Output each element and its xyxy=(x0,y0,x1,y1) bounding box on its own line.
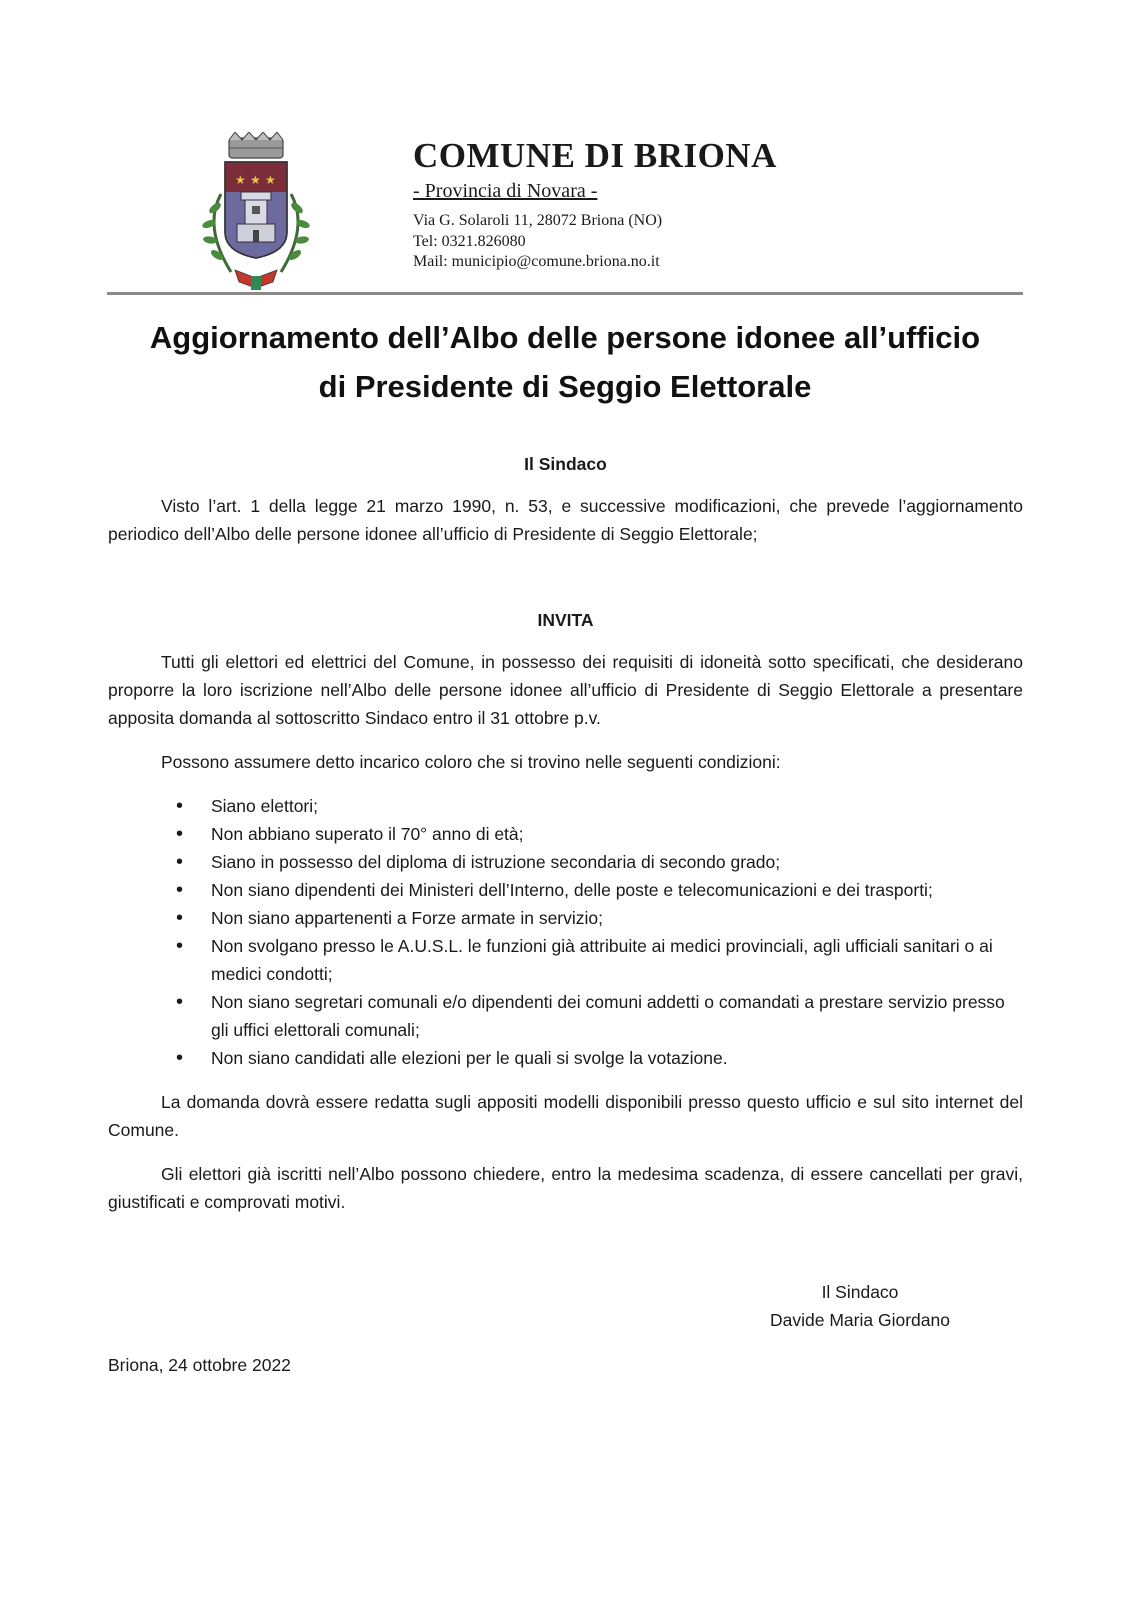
list-item: • Non abbiano superato il 70° anno di età; xyxy=(108,820,1023,848)
municipality-name: COMUNE DI BRIONA xyxy=(413,136,777,175)
svg-text:★: ★ xyxy=(250,173,261,187)
list-item: • Non svolgano presso le A.U.S.L. le funzioni già attribuite ai medici provinciali, agli ufficiali sanitari o ai medici condotti; xyxy=(108,932,1023,988)
letterhead xyxy=(413,130,1013,273)
svg-text:★: ★ xyxy=(235,173,246,187)
list-item: • Siano elettori; xyxy=(108,792,1023,820)
signature-name: Davide Maria Giordano xyxy=(770,1310,950,1330)
cancellazione-paragraph: Gli elettori già iscritti nell’Albo possono chiedere, entro la medesima scadenza, di essere cancellati per gravi, giustificati e comprovati motivi. xyxy=(108,1164,1023,1212)
svg-text:★: ★ xyxy=(265,173,276,187)
invita-heading: INVITA xyxy=(537,610,594,630)
contact-block xyxy=(413,211,1013,273)
address-line: Via G. Solaroli 11, 28072 Briona (NO) xyxy=(413,212,663,229)
visto-paragraph: Visto l’art. 1 della legge 21 marzo 1990, n. 53, e successive modificazioni, che prevede l’aggiornamento periodico dell’Albo delle persone idonee all’ufficio di Presidente di Seggio Elettorale; xyxy=(108,496,1023,544)
municipal-coat-of-arms-icon xyxy=(195,132,317,292)
document-body xyxy=(108,450,1023,1216)
list-item: • Siano in possesso del diploma di istruzione secondaria di secondo grado; xyxy=(108,848,1023,876)
document-title xyxy=(100,313,1030,411)
province-name: - Provincia di Novara - xyxy=(413,180,598,202)
list-item: • Non siano dipendenti dei Ministeri dell’Interno, delle poste e telecomunicazioni e dei trasporti; xyxy=(108,876,1023,904)
mail-line: Mail: municipio@comune.briona.no.it xyxy=(413,253,660,270)
list-item: • Non siano segretari comunali e/o dipendenti dei comuni addetti o comandati a prestare servizio presso gli uffici elettorali comunali; xyxy=(108,988,1023,1044)
conditions-intro: Possono assumere detto incarico coloro che si trovino nelle seguenti condizioni: xyxy=(161,752,781,772)
invita-paragraph: Tutti gli elettori ed elettrici del Comune, in possesso dei requisiti di idoneità sotto specificati, che desiderano proporre la loro iscrizione nell’Albo delle persone idonee all’ufficio di Presidente di Seggio Elettorale a presentare apposita domanda al sottoscritto Sindaco entro il 31 ottobre p.v. xyxy=(108,652,1023,728)
domanda-paragraph: La domanda dovrà essere redatta sugli appositi modelli disponibili presso questo ufficio e sul sito internet del Comune. xyxy=(108,1092,1023,1140)
conditions-list xyxy=(108,792,1023,1072)
opening-heading: Il Sindaco xyxy=(524,454,607,474)
phone-line: Tel: 0321.826080 xyxy=(413,232,526,250)
header-divider xyxy=(107,292,1023,295)
title-line-1: Aggiornamento dell’Albo delle persone idonee all’ufficio xyxy=(149,320,981,355)
title-line-2: di Presidente di Seggio Elettorale xyxy=(318,369,812,404)
signature-block xyxy=(740,1278,980,1334)
document-date: Briona, 24 ottobre 2022 xyxy=(108,1355,291,1375)
list-item: • Non siano candidati alle elezioni per le quali si svolge la votazione. xyxy=(108,1044,1023,1072)
signature-role: Il Sindaco xyxy=(821,1282,899,1302)
list-item: • Non siano appartenenti a Forze armate in servizio; xyxy=(108,904,1023,932)
